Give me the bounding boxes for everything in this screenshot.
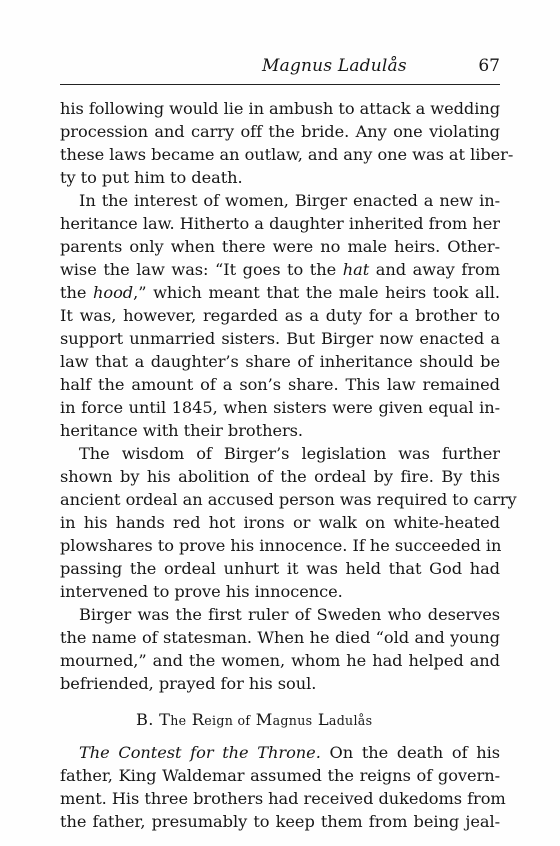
paragraph — [60, 189, 500, 442]
text-line: half the amount of a son’s share. This law remained — [60, 375, 500, 394]
text-line: father, King Waldemar assumed the reigns of govern- — [60, 766, 500, 785]
text-line: law that a daughter’s share of inheritance should be — [60, 352, 500, 371]
text-line: ment. His three brothers had received dukedoms from — [60, 789, 506, 808]
paragraph — [60, 442, 517, 603]
text-line: the father, presumably to keep them from being jeal- — [60, 812, 500, 831]
text-line: plowshares to prove his innocence. If he succeeded in — [60, 536, 502, 555]
running-header — [60, 52, 500, 85]
text-line: procession and carry off the bride. Any one violating — [60, 122, 500, 141]
text-line: in his hands red hot irons or walk on white-heated — [60, 513, 500, 532]
text-line: wise the law was: “It goes to the hat and away from — [60, 260, 500, 279]
text-line: his following would lie in ambush to attack a wedding — [60, 99, 501, 118]
text-line: shown by his abolition of the ordeal by fire. By this — [60, 467, 500, 486]
body-text — [60, 97, 517, 833]
italic-word: hat — [342, 260, 370, 279]
text-line: mourned,” and the women, whom he had helped and — [60, 651, 500, 670]
text-line: intervened to prove his innocence. — [60, 582, 343, 601]
section-heading: B. The Reign of Magnus Ladulås — [136, 710, 373, 729]
text-line: parents only when there were no male heirs. Other- — [60, 237, 500, 256]
paragraph — [60, 741, 506, 833]
text-line: befriended, prayed for his soul. — [60, 674, 317, 693]
text-line: heritance law. Hitherto a daughter inherited from her — [60, 214, 500, 233]
text-line: The wisdom of Birger’s legislation was further — [79, 444, 500, 463]
italic-word: hood — [93, 283, 134, 302]
text-line: ancient ordeal an accused person was required to carry — [60, 490, 517, 509]
text-line: ty to put him to death. — [60, 168, 243, 187]
text-line: the name of statesman. When he died “old and young — [60, 628, 500, 647]
text-line: Birger was the first ruler of Sweden who deserves — [79, 605, 500, 624]
page-number: 67 — [478, 56, 500, 76]
text-line: It was, however, regarded as a duty for a brother to — [60, 306, 500, 325]
text-line: The Contest for the Throne. On the death of his — [79, 743, 500, 762]
running-title: Magnus Ladulås — [262, 56, 407, 76]
text-line: In the interest of women, Birger enacted a new in- — [79, 191, 500, 210]
text-line: passing the ordeal unhurt it was held that God had — [60, 559, 500, 578]
text-line: these laws became an outlaw, and any one was at liber- — [60, 145, 514, 164]
subsection-title: The Contest for the Throne. — [79, 743, 321, 762]
text-line: in force until 1845, when sisters were given equal in- — [60, 398, 500, 417]
text-line: heritance with their brothers. — [60, 421, 304, 440]
paragraph — [60, 603, 500, 695]
text-line: support unmarried sisters. But Birger now enacted a — [60, 329, 500, 348]
paragraph — [60, 97, 514, 189]
text-line: the hood,” which meant that the male heirs took all. — [60, 283, 500, 302]
